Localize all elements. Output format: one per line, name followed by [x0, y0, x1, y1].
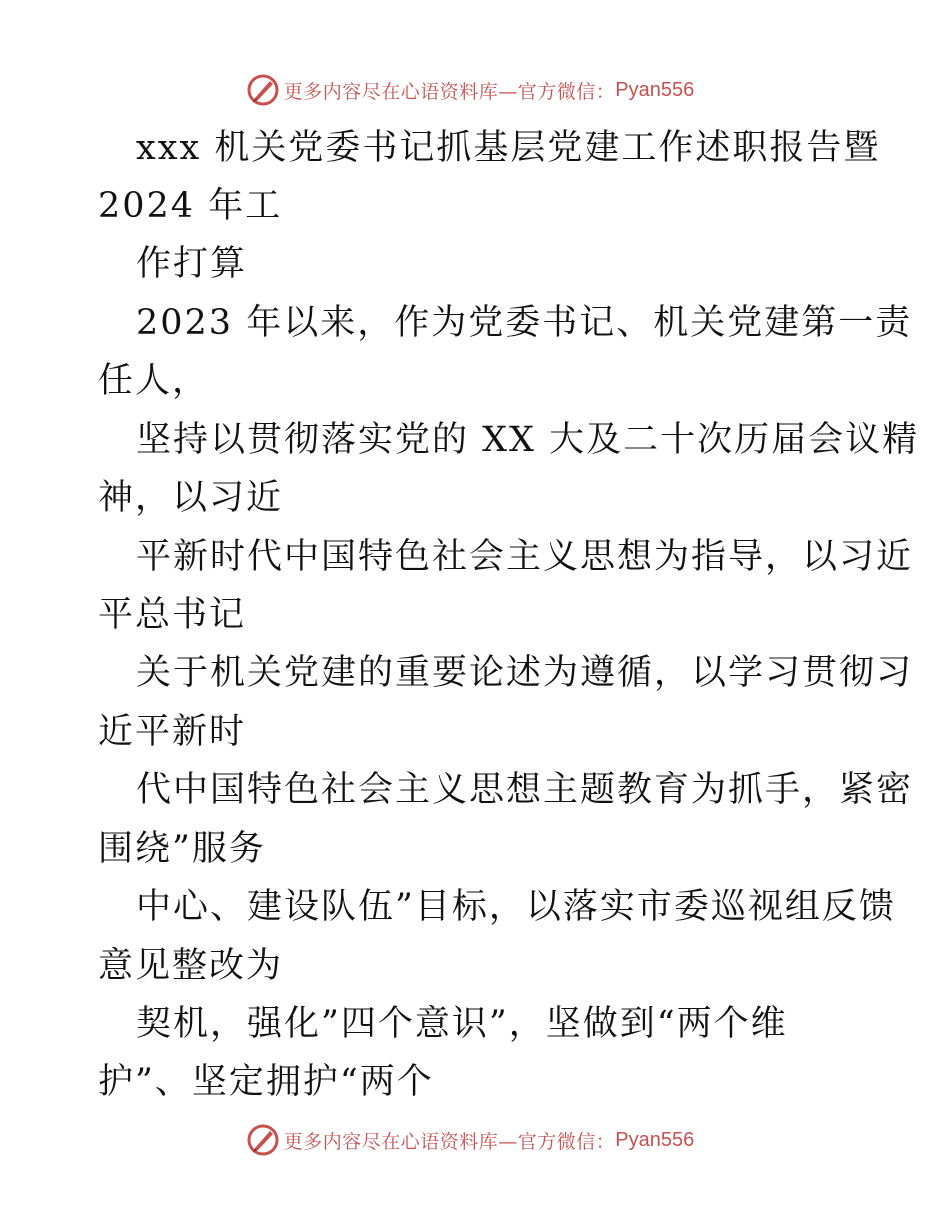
- document-line: 围绕”服务: [98, 829, 266, 869]
- document-line: xxx 机关党委书记抓基层党建工作述职报告暨: [136, 128, 881, 168]
- document-line: 护”、坚定拥护“两个: [98, 1062, 434, 1102]
- banner-content: [246, 1123, 694, 1157]
- document-line: 中心、建设队伍”目标，以落实市委巡视组反馈: [136, 887, 896, 927]
- quill-pen-logo-icon: [246, 1123, 280, 1157]
- document-line: 平新时代中国特色社会主义思想为指导，以习近: [136, 537, 914, 577]
- document-line: 坚持以贯彻落实党的 XX 大及二十次历届会议精: [136, 420, 920, 460]
- document-line: 神，以习近: [98, 478, 284, 518]
- document-line: 2023 年以来，作为党委书记、机关党建第一责: [136, 303, 913, 343]
- banner-text: 更多内容尽在心语资料库—官方微信：: [283, 80, 616, 103]
- document-line: 代中国特色社会主义思想主题教育为抓手，紧密: [136, 770, 914, 810]
- document-line: 平总书记: [98, 595, 247, 635]
- document-line: 任人，: [98, 361, 210, 401]
- footer-watermark-banner: [0, 1120, 950, 1160]
- quill-pen-logo-icon: [246, 73, 280, 107]
- document-line: 近平新时: [98, 712, 247, 752]
- banner-wechat-id: Pyan556: [615, 1128, 695, 1151]
- document-line: 契机，强化”四个意识”，坚做到“两个维: [136, 1004, 788, 1044]
- document-line: 作打算: [136, 244, 248, 284]
- document-line: 2024 年工: [98, 186, 283, 226]
- document-line: 关于机关党建的重要论述为遵循，以学习贯彻习: [136, 653, 914, 693]
- header-watermark-banner: [0, 70, 950, 110]
- banner-text: 更多内容尽在心语资料库—官方微信：: [283, 1130, 616, 1153]
- banner-wechat-id: Pyan556: [615, 78, 695, 101]
- banner-content: [246, 73, 694, 107]
- document-line: 意见整改为: [98, 946, 284, 986]
